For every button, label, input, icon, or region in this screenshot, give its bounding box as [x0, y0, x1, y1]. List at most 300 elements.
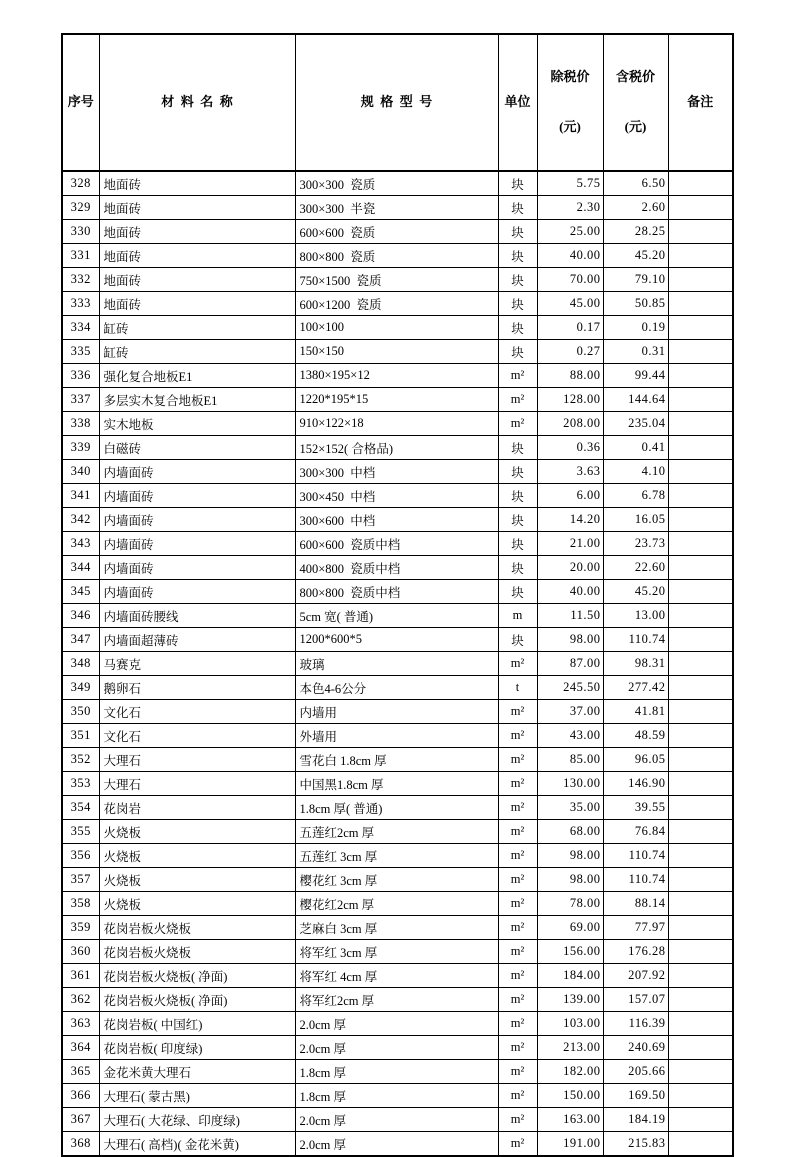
table-row	[62, 316, 733, 340]
cell-price-ex-tax: 208.00	[537, 412, 603, 436]
table-row	[62, 1012, 733, 1036]
cell-unit: m²	[498, 700, 537, 724]
cell-material-name: 花岗岩板火烧板	[99, 940, 295, 964]
table-body	[62, 171, 733, 1156]
cell-unit: t	[498, 676, 537, 700]
cell-material-name: 文化石	[99, 724, 295, 748]
cell-spec: 将军红 3cm 厚	[295, 940, 498, 964]
table-row	[62, 1036, 733, 1060]
cell-spec: 5cm 宽( 普通)	[295, 604, 498, 628]
col-header-price-inc-tax-line2: (元)	[624, 119, 647, 135]
cell-price-inc-tax: 22.60	[603, 556, 668, 580]
cell-spec: 1380×195×12	[295, 364, 498, 388]
cell-price-inc-tax: 16.05	[603, 508, 668, 532]
cell-serial: 332	[62, 268, 99, 292]
table-row	[62, 388, 733, 412]
cell-spec: 2.0cm 厚	[295, 1036, 498, 1060]
cell-serial: 353	[62, 772, 99, 796]
cell-remark	[668, 964, 733, 988]
cell-serial: 347	[62, 628, 99, 652]
cell-price-inc-tax: 205.66	[603, 1060, 668, 1084]
cell-remark	[668, 892, 733, 916]
cell-serial: 333	[62, 292, 99, 316]
cell-remark	[668, 388, 733, 412]
col-header-remark: 备注	[668, 34, 733, 171]
cell-remark	[668, 748, 733, 772]
cell-price-ex-tax: 85.00	[537, 748, 603, 772]
cell-price-ex-tax: 98.00	[537, 868, 603, 892]
cell-serial: 351	[62, 724, 99, 748]
cell-remark	[668, 244, 733, 268]
cell-price-inc-tax: 277.42	[603, 676, 668, 700]
cell-serial: 334	[62, 316, 99, 340]
cell-remark	[668, 676, 733, 700]
table-row	[62, 652, 733, 676]
cell-material-name: 花岗岩	[99, 796, 295, 820]
cell-unit: m²	[498, 940, 537, 964]
table-row	[62, 892, 733, 916]
cell-price-inc-tax: 77.97	[603, 916, 668, 940]
cell-material-name: 鹅卵石	[99, 676, 295, 700]
cell-price-inc-tax: 98.31	[603, 652, 668, 676]
cell-serial: 354	[62, 796, 99, 820]
cell-remark	[668, 171, 733, 196]
col-header-price-ex-tax-line1: 除税价	[550, 68, 590, 84]
cell-unit: 块	[498, 460, 537, 484]
cell-price-inc-tax: 6.78	[603, 484, 668, 508]
cell-price-ex-tax: 20.00	[537, 556, 603, 580]
cell-price-inc-tax: 169.50	[603, 1084, 668, 1108]
cell-remark	[668, 196, 733, 220]
cell-material-name: 马赛克	[99, 652, 295, 676]
cell-price-inc-tax: 215.83	[603, 1132, 668, 1157]
cell-spec: 2.0cm 厚	[295, 1108, 498, 1132]
table-row	[62, 292, 733, 316]
cell-remark	[668, 604, 733, 628]
cell-spec: 600×600 瓷质中档	[295, 532, 498, 556]
cell-spec: 400×800 瓷质中档	[295, 556, 498, 580]
cell-price-inc-tax: 0.41	[603, 436, 668, 460]
cell-price-inc-tax: 0.19	[603, 316, 668, 340]
cell-price-inc-tax: 157.07	[603, 988, 668, 1012]
cell-material-name: 金花米黄大理石	[99, 1060, 295, 1084]
cell-price-ex-tax: 0.17	[537, 316, 603, 340]
cell-unit: 块	[498, 268, 537, 292]
cell-price-inc-tax: 146.90	[603, 772, 668, 796]
cell-price-ex-tax: 98.00	[537, 844, 603, 868]
cell-price-ex-tax: 35.00	[537, 796, 603, 820]
cell-material-name: 花岗岩板火烧板( 净面)	[99, 964, 295, 988]
cell-price-ex-tax: 139.00	[537, 988, 603, 1012]
cell-spec: 2.0cm 厚	[295, 1012, 498, 1036]
cell-price-inc-tax: 23.73	[603, 532, 668, 556]
cell-spec: 中国黑1.8cm 厚	[295, 772, 498, 796]
cell-remark	[668, 412, 733, 436]
cell-remark	[668, 556, 733, 580]
cell-remark	[668, 460, 733, 484]
cell-serial: 340	[62, 460, 99, 484]
col-header-price-inc-tax-line1: 含税价	[615, 68, 655, 84]
cell-spec: 600×1200 瓷质	[295, 292, 498, 316]
cell-price-ex-tax: 213.00	[537, 1036, 603, 1060]
cell-remark	[668, 1108, 733, 1132]
cell-unit: 块	[498, 580, 537, 604]
cell-price-inc-tax: 184.19	[603, 1108, 668, 1132]
cell-remark	[668, 532, 733, 556]
cell-unit: m²	[498, 364, 537, 388]
cell-material-name: 地面砖	[99, 268, 295, 292]
table-row	[62, 436, 733, 460]
cell-unit: 块	[498, 244, 537, 268]
table-row	[62, 700, 733, 724]
cell-spec: 800×800 瓷质中档	[295, 580, 498, 604]
table-row	[62, 724, 733, 748]
cell-serial: 361	[62, 964, 99, 988]
cell-remark	[668, 508, 733, 532]
cell-unit: 块	[498, 508, 537, 532]
cell-serial: 348	[62, 652, 99, 676]
cell-unit: m²	[498, 772, 537, 796]
table-row	[62, 412, 733, 436]
table-row	[62, 796, 733, 820]
cell-unit: m²	[498, 964, 537, 988]
cell-material-name: 文化石	[99, 700, 295, 724]
cell-material-name: 内墙面砖	[99, 484, 295, 508]
cell-material-name: 大理石( 大花绿、印度绿)	[99, 1108, 295, 1132]
cell-price-inc-tax: 99.44	[603, 364, 668, 388]
cell-spec: 600×600 瓷质	[295, 220, 498, 244]
cell-price-ex-tax: 3.63	[537, 460, 603, 484]
cell-price-ex-tax: 182.00	[537, 1060, 603, 1084]
cell-serial: 335	[62, 340, 99, 364]
cell-material-name: 大理石( 高档)( 金花米黄)	[99, 1132, 295, 1157]
cell-price-ex-tax: 88.00	[537, 364, 603, 388]
cell-remark	[668, 484, 733, 508]
cell-unit: 块	[498, 340, 537, 364]
cell-price-ex-tax: 0.27	[537, 340, 603, 364]
cell-remark	[668, 1084, 733, 1108]
cell-price-ex-tax: 40.00	[537, 580, 603, 604]
cell-serial: 364	[62, 1036, 99, 1060]
cell-price-ex-tax: 37.00	[537, 700, 603, 724]
cell-serial: 331	[62, 244, 99, 268]
table-row	[62, 340, 733, 364]
cell-remark	[668, 652, 733, 676]
cell-price-inc-tax: 13.00	[603, 604, 668, 628]
cell-price-ex-tax: 11.50	[537, 604, 603, 628]
table-row	[62, 964, 733, 988]
cell-unit: m²	[498, 1084, 537, 1108]
cell-material-name: 地面砖	[99, 196, 295, 220]
cell-spec: 1200*600*5	[295, 628, 498, 652]
table-row	[62, 940, 733, 964]
cell-serial: 356	[62, 844, 99, 868]
cell-spec: 1.8cm 厚	[295, 1060, 498, 1084]
cell-serial: 343	[62, 532, 99, 556]
cell-material-name: 火烧板	[99, 820, 295, 844]
cell-unit: 块	[498, 628, 537, 652]
cell-material-name: 地面砖	[99, 171, 295, 196]
cell-unit: 块	[498, 196, 537, 220]
cell-spec: 将军红2cm 厚	[295, 988, 498, 1012]
cell-price-inc-tax: 240.69	[603, 1036, 668, 1060]
cell-remark	[668, 628, 733, 652]
cell-price-ex-tax: 25.00	[537, 220, 603, 244]
cell-remark	[668, 1060, 733, 1084]
cell-price-ex-tax: 6.00	[537, 484, 603, 508]
cell-unit: m²	[498, 844, 537, 868]
cell-unit: m²	[498, 820, 537, 844]
cell-price-inc-tax: 45.20	[603, 244, 668, 268]
cell-unit: 块	[498, 436, 537, 460]
cell-remark	[668, 436, 733, 460]
cell-material-name: 大理石	[99, 772, 295, 796]
cell-price-ex-tax: 40.00	[537, 244, 603, 268]
cell-serial: 357	[62, 868, 99, 892]
cell-remark	[668, 700, 733, 724]
cell-price-ex-tax: 156.00	[537, 940, 603, 964]
cell-material-name: 火烧板	[99, 892, 295, 916]
cell-spec: 外墙用	[295, 724, 498, 748]
cell-price-ex-tax: 245.50	[537, 676, 603, 700]
cell-serial: 352	[62, 748, 99, 772]
cell-material-name: 花岗岩板( 中国红)	[99, 1012, 295, 1036]
cell-unit: m²	[498, 1132, 537, 1157]
cell-remark	[668, 340, 733, 364]
cell-spec: 300×600 中档	[295, 508, 498, 532]
cell-price-inc-tax: 207.92	[603, 964, 668, 988]
cell-price-ex-tax: 128.00	[537, 388, 603, 412]
cell-unit: m²	[498, 748, 537, 772]
cell-remark	[668, 844, 733, 868]
cell-remark	[668, 1036, 733, 1060]
cell-spec: 300×300 瓷质	[295, 171, 498, 196]
table-row	[62, 484, 733, 508]
cell-unit: 块	[498, 171, 537, 196]
cell-price-inc-tax: 50.85	[603, 292, 668, 316]
cell-remark	[668, 916, 733, 940]
cell-price-inc-tax: 116.39	[603, 1012, 668, 1036]
cell-spec: 1220*195*15	[295, 388, 498, 412]
cell-price-ex-tax: 0.36	[537, 436, 603, 460]
table-row	[62, 988, 733, 1012]
cell-remark	[668, 220, 733, 244]
cell-price-inc-tax: 39.55	[603, 796, 668, 820]
cell-price-ex-tax: 191.00	[537, 1132, 603, 1157]
cell-price-ex-tax: 45.00	[537, 292, 603, 316]
cell-serial: 344	[62, 556, 99, 580]
cell-material-name: 白磁砖	[99, 436, 295, 460]
cell-price-inc-tax: 110.74	[603, 868, 668, 892]
cell-spec: 樱花红 3cm 厚	[295, 868, 498, 892]
cell-price-inc-tax: 96.05	[603, 748, 668, 772]
cell-unit: 块	[498, 292, 537, 316]
cell-price-ex-tax: 98.00	[537, 628, 603, 652]
cell-price-inc-tax: 45.20	[603, 580, 668, 604]
cell-serial: 355	[62, 820, 99, 844]
cell-spec: 1.8cm 厚( 普通)	[295, 796, 498, 820]
cell-price-inc-tax: 41.81	[603, 700, 668, 724]
table-row	[62, 1132, 733, 1157]
cell-material-name: 内墙面超薄砖	[99, 628, 295, 652]
cell-spec: 150×150	[295, 340, 498, 364]
table-row	[62, 1060, 733, 1084]
cell-remark	[668, 268, 733, 292]
cell-serial: 345	[62, 580, 99, 604]
cell-price-ex-tax: 78.00	[537, 892, 603, 916]
cell-material-name: 内墙面砖	[99, 460, 295, 484]
table-row	[62, 460, 733, 484]
cell-price-inc-tax: 110.74	[603, 844, 668, 868]
cell-material-name: 大理石( 蒙古黑)	[99, 1084, 295, 1108]
cell-material-name: 多层实木复合地板E1	[99, 388, 295, 412]
cell-material-name: 内墙面砖	[99, 508, 295, 532]
cell-remark	[668, 1012, 733, 1036]
cell-price-inc-tax: 235.04	[603, 412, 668, 436]
cell-material-name: 实木地板	[99, 412, 295, 436]
cell-unit: m²	[498, 652, 537, 676]
cell-material-name: 内墙面砖	[99, 532, 295, 556]
table-row	[62, 628, 733, 652]
table-row	[62, 580, 733, 604]
cell-material-name: 大理石	[99, 748, 295, 772]
cell-spec: 雪花白 1.8cm 厚	[295, 748, 498, 772]
table-row	[62, 1084, 733, 1108]
cell-remark	[668, 820, 733, 844]
cell-price-ex-tax: 14.20	[537, 508, 603, 532]
cell-spec: 本色4-6公分	[295, 676, 498, 700]
cell-serial: 358	[62, 892, 99, 916]
cell-price-inc-tax: 6.50	[603, 171, 668, 196]
cell-unit: m²	[498, 388, 537, 412]
cell-spec: 300×450 中档	[295, 484, 498, 508]
cell-serial: 330	[62, 220, 99, 244]
cell-price-inc-tax: 144.64	[603, 388, 668, 412]
table-row	[62, 916, 733, 940]
cell-spec: 910×122×18	[295, 412, 498, 436]
table-row	[62, 508, 733, 532]
cell-unit: 块	[498, 220, 537, 244]
cell-price-inc-tax: 79.10	[603, 268, 668, 292]
cell-remark	[668, 364, 733, 388]
table-header-row	[62, 34, 733, 171]
cell-spec: 300×300 中档	[295, 460, 498, 484]
cell-serial: 350	[62, 700, 99, 724]
table-row	[62, 676, 733, 700]
cell-unit: m	[498, 604, 537, 628]
table-row	[62, 268, 733, 292]
cell-serial: 338	[62, 412, 99, 436]
table-row	[62, 171, 733, 196]
cell-spec: 800×800 瓷质	[295, 244, 498, 268]
cell-serial: 365	[62, 1060, 99, 1084]
table-row	[62, 364, 733, 388]
cell-remark	[668, 724, 733, 748]
cell-price-ex-tax: 103.00	[537, 1012, 603, 1036]
cell-serial: 337	[62, 388, 99, 412]
cell-spec: 樱花红2cm 厚	[295, 892, 498, 916]
table-row	[62, 556, 733, 580]
cell-serial: 336	[62, 364, 99, 388]
cell-serial: 360	[62, 940, 99, 964]
cell-spec: 五莲红2cm 厚	[295, 820, 498, 844]
table-row	[62, 844, 733, 868]
cell-remark	[668, 316, 733, 340]
cell-unit: 块	[498, 484, 537, 508]
table-row	[62, 1108, 733, 1132]
cell-price-ex-tax: 21.00	[537, 532, 603, 556]
cell-serial: 359	[62, 916, 99, 940]
cell-price-ex-tax: 87.00	[537, 652, 603, 676]
cell-spec: 152×152( 合格品)	[295, 436, 498, 460]
cell-spec: 内墙用	[295, 700, 498, 724]
cell-unit: m²	[498, 796, 537, 820]
cell-material-name: 花岗岩板火烧板( 净面)	[99, 988, 295, 1012]
col-header-serial: 序号	[62, 34, 99, 171]
cell-serial: 368	[62, 1132, 99, 1157]
cell-remark	[668, 1132, 733, 1157]
cell-material-name: 内墙面砖	[99, 580, 295, 604]
cell-serial: 339	[62, 436, 99, 460]
cell-price-inc-tax: 4.10	[603, 460, 668, 484]
cell-material-name: 缸砖	[99, 340, 295, 364]
cell-remark	[668, 988, 733, 1012]
cell-spec: 玻璃	[295, 652, 498, 676]
cell-price-inc-tax: 2.60	[603, 196, 668, 220]
cell-material-name: 地面砖	[99, 244, 295, 268]
cell-spec: 300×300 半瓷	[295, 196, 498, 220]
cell-spec: 100×100	[295, 316, 498, 340]
cell-unit: m²	[498, 1060, 537, 1084]
cell-serial: 363	[62, 1012, 99, 1036]
cell-unit: m²	[498, 988, 537, 1012]
cell-price-ex-tax: 130.00	[537, 772, 603, 796]
col-header-price-ex-tax-line2: (元)	[559, 119, 581, 135]
cell-remark	[668, 940, 733, 964]
cell-serial: 328	[62, 171, 99, 196]
table-row	[62, 820, 733, 844]
cell-price-ex-tax: 150.00	[537, 1084, 603, 1108]
table-row	[62, 220, 733, 244]
cell-price-inc-tax: 88.14	[603, 892, 668, 916]
cell-price-inc-tax: 76.84	[603, 820, 668, 844]
cell-spec: 将军红 4cm 厚	[295, 964, 498, 988]
table-row	[62, 604, 733, 628]
cell-price-ex-tax: 184.00	[537, 964, 603, 988]
col-header-price-ex-tax	[537, 34, 603, 171]
cell-price-ex-tax: 69.00	[537, 916, 603, 940]
cell-serial: 349	[62, 676, 99, 700]
cell-spec: 1.8cm 厚	[295, 1084, 498, 1108]
cell-serial: 367	[62, 1108, 99, 1132]
table-row	[62, 868, 733, 892]
cell-price-inc-tax: 110.74	[603, 628, 668, 652]
cell-serial: 341	[62, 484, 99, 508]
cell-serial: 346	[62, 604, 99, 628]
cell-remark	[668, 796, 733, 820]
cell-price-inc-tax: 176.28	[603, 940, 668, 964]
cell-spec: 芝麻白 3cm 厚	[295, 916, 498, 940]
cell-unit: m²	[498, 892, 537, 916]
cell-spec: 五莲红 3cm 厚	[295, 844, 498, 868]
cell-material-name: 强化复合地板E1	[99, 364, 295, 388]
cell-unit: 块	[498, 316, 537, 340]
cell-price-inc-tax: 28.25	[603, 220, 668, 244]
cell-serial: 362	[62, 988, 99, 1012]
table-row	[62, 532, 733, 556]
cell-material-name: 地面砖	[99, 220, 295, 244]
col-header-spec: 规 格 型 号	[295, 34, 498, 171]
